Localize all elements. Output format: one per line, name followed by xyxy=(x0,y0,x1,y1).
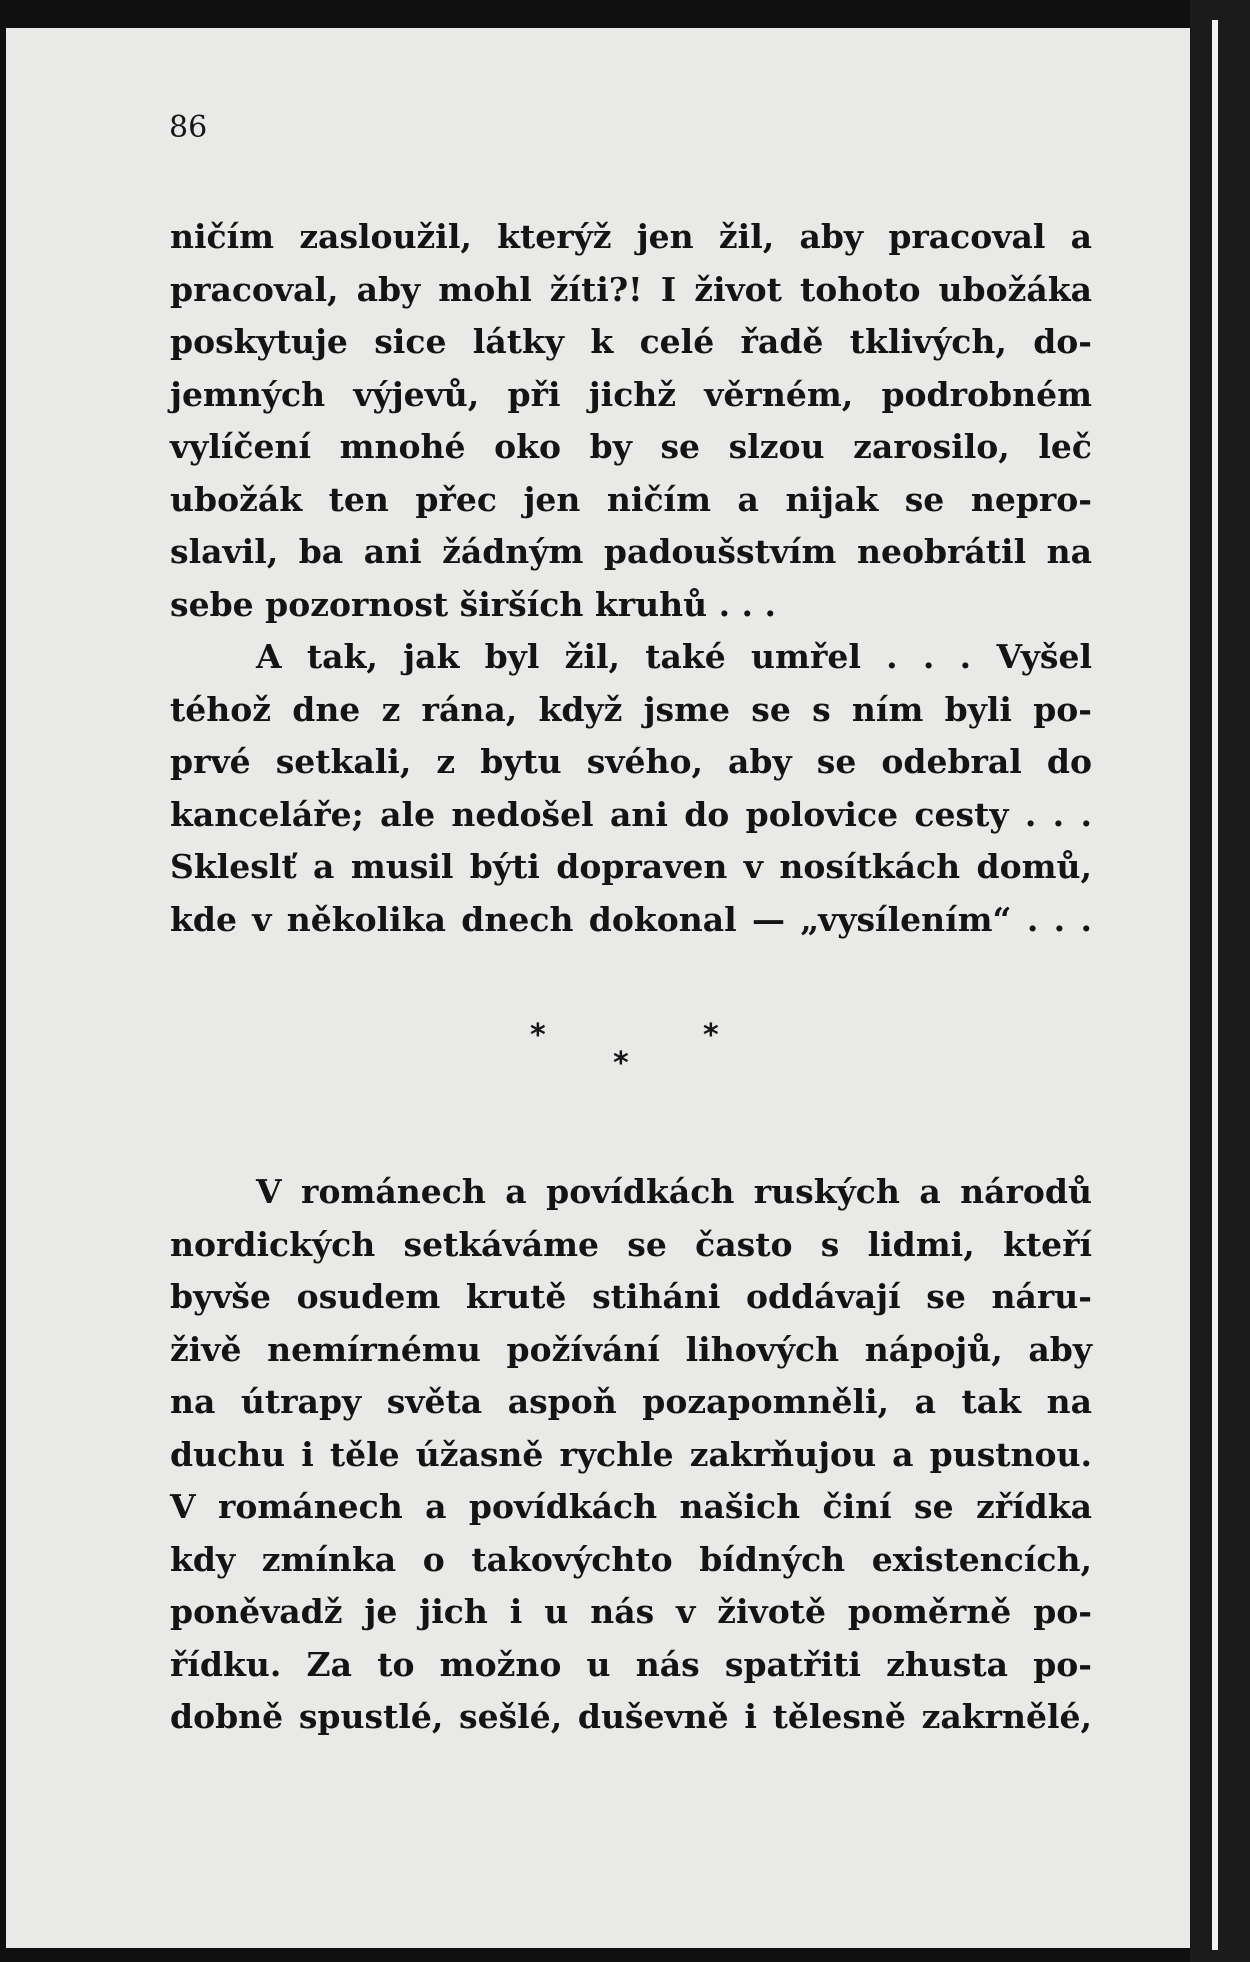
text-line: řídku. Za to možno u nás spatřiti zhusta po- xyxy=(170,1644,1092,1684)
text-line: V románech a povídkách ruských a národů xyxy=(256,1172,1092,1211)
text-line: V románech a povídkách našich činí se zřídka xyxy=(170,1487,1092,1526)
adjacent-page-edge xyxy=(1190,0,1250,1962)
paragraph-bottom xyxy=(170,1166,1092,1744)
text-line: jemných výjevů, při jichž věrném, podrobném xyxy=(170,374,1092,414)
text-line: kanceláře; ale nedošel ani do polovice cesty . . . xyxy=(170,794,1092,834)
book-page xyxy=(6,28,1216,1948)
text-line: prvé setkali, z bytu svého, aby se odebral do xyxy=(170,742,1092,781)
text-line: slavil, ba ani žádným padoušstvím neobrátil na xyxy=(170,532,1092,571)
text-line: byvše osudem krutě stiháni oddávají se náru- xyxy=(170,1277,1092,1316)
text-line: poněvadž je jich i u nás v životě poměrně po- xyxy=(170,1592,1092,1631)
page-edge-highlight xyxy=(1212,20,1218,1950)
text-line: ničím zasloužil, kterýž jen žil, aby pracoval a xyxy=(170,217,1092,256)
text-line: nordických setkáváme se často s lidmi, kteří xyxy=(170,1224,1092,1264)
text-line: duchu i těle úžasně rychle zakrňujou a pustnou. xyxy=(170,1434,1092,1474)
text-line: kde v několika dnech dokonal — „vysílením“ . . . xyxy=(170,899,1092,939)
text-line: sebe pozornost širších kruhů . . . xyxy=(170,584,777,624)
paragraph-top xyxy=(170,211,1092,946)
text-line: vylíčení mnohé oko by se slzou zarosilo, leč xyxy=(170,427,1092,466)
text-line: A tak, jak byl žil, také umřel . . . Vyšel xyxy=(256,637,1092,676)
text-line: živě nemírnému požívání lihových nápojů, aby xyxy=(170,1329,1092,1369)
text-line: Skleslť a musil býti dopraven v nosítkách domů, xyxy=(170,847,1092,886)
text-line: téhož dne z rána, když jsme se s ním byli po- xyxy=(170,689,1092,729)
page-number: 86 xyxy=(169,110,208,145)
text-line: pracoval, aby mohl žíti?! I život tohoto ubožáka xyxy=(170,269,1092,309)
text-line: dobně spustlé, sešlé, duševně i tělesně zakrnělé, xyxy=(170,1697,1092,1736)
asterisk: * xyxy=(530,1018,546,1053)
section-separator xyxy=(6,1018,1216,1088)
text-line: ubožák ten přec jen ničím a nijak se nepro- xyxy=(170,479,1092,519)
asterisk: * xyxy=(613,1046,629,1081)
asterisk: * xyxy=(703,1018,719,1053)
text-line: na útrapy světa aspoň pozapomněli, a tak na xyxy=(170,1382,1092,1421)
text-line: kdy zmínka o takovýchto bídných existencích, xyxy=(170,1539,1092,1579)
text-line: poskytuje sice látky k celé řadě tklivých, do- xyxy=(170,322,1092,361)
